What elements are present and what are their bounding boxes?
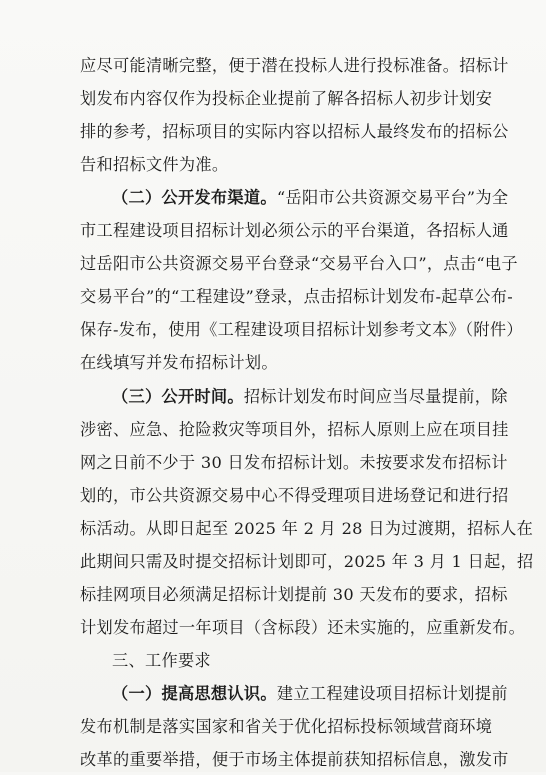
body-text: 应尽可能清晰完整，便于潜在投标人进行投标准备。招标计 <box>80 56 509 75</box>
body-text: 标挂网项目必须满足招标计划提前 30 天发布的要求，招标 <box>80 585 508 604</box>
body-text: 过岳阳市公共资源交易平台登录“交易平台入口”，点击“电子 <box>80 254 518 273</box>
text-line <box>80 514 534 544</box>
text-line <box>80 448 508 478</box>
body-text: 网之日前不少于 30 日发布招标计划。未按要求发布招标计 <box>80 453 508 472</box>
text-line <box>80 613 526 643</box>
text-line <box>80 315 523 345</box>
body-text: 此期间只需及时提交招标计划即可，2025 年 3 月 1 日起，招 <box>80 552 534 571</box>
text-line <box>80 117 509 147</box>
body-text: 标活动。从即日起至 2025 年 2 月 28 日为过渡期，招标人在 <box>80 519 534 538</box>
text-line <box>80 481 509 511</box>
text-line <box>80 216 509 246</box>
body-text: 保存-发布，使用《工程建设项目招标计划参考文本》（附件） <box>80 320 523 339</box>
body-text: 告和招标文件为准。 <box>80 155 229 174</box>
text-line <box>112 382 508 412</box>
text-line <box>80 51 509 81</box>
text-line <box>80 580 508 610</box>
text-line <box>80 348 475 378</box>
text-line <box>112 183 509 213</box>
text-line <box>80 745 509 775</box>
text-line <box>80 712 493 742</box>
body-text: 在线填写并发布招标计划。 <box>80 353 278 372</box>
body-text: 排的参考，招标项目的实际内容以招标人最终发布的招标公 <box>80 122 509 141</box>
body-text: 招标计划发布时间应当尽量提前，除 <box>243 387 508 406</box>
body-text: 发布机制是落实国家和省关于优化招标投标领域营商环境 <box>80 717 493 736</box>
body-text: 计划发布超过一年项目（含标段）还未实施的，应重新发布。 <box>80 618 526 637</box>
body-text: 建立工程建设项目招标计划提前 <box>276 684 508 703</box>
text-line <box>80 150 475 180</box>
text-line <box>112 646 475 676</box>
bold-heading-text: （一）提高思想认识。 <box>112 684 277 703</box>
text-line <box>112 679 508 709</box>
body-text: 划发布内容仅作为投标企业提前了解各招标人初步计划安 <box>80 89 493 108</box>
text-line <box>80 547 534 577</box>
body-text: 划的，市公共资源交易中心不得受理项目进场登记和进行招 <box>80 486 509 505</box>
text-line <box>80 282 513 312</box>
body-text: 市工程建设项目招标计划必须公示的平台渠道，各招标人通 <box>80 221 509 240</box>
text-line <box>80 249 518 279</box>
bold-heading-text: （三）公开时间。 <box>112 387 244 406</box>
body-text: 交易平台”的“工程建设”登录，点击招标计划发布-起草公布- <box>80 287 513 306</box>
body-text: 改革的重要举措，便于市场主体提前获知招标信息，激发市 <box>80 750 509 769</box>
text-line <box>80 84 493 114</box>
body-text: 三、工作要求 <box>112 651 211 670</box>
text-line <box>80 415 509 445</box>
bold-heading-text: （二）公开发布渠道。 <box>112 188 277 207</box>
body-text: “岳阳市公共资源交易平台”为全 <box>276 188 509 207</box>
body-text: 涉密、应急、抢险救灾等项目外，招标人原则上应在项目挂 <box>80 420 509 439</box>
